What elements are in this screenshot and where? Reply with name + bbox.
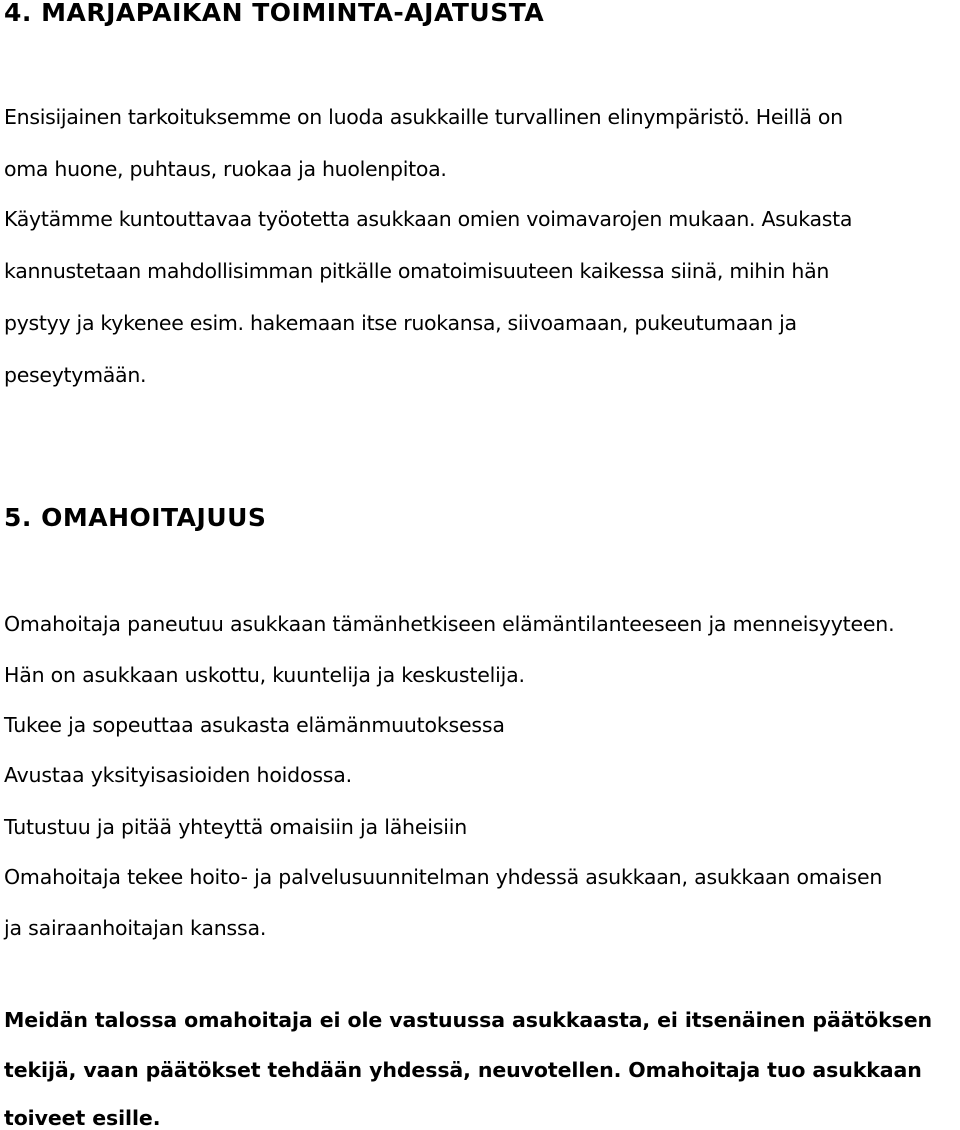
section-5-line: Avustaa yksityisasioiden hoidossa. <box>4 763 352 787</box>
section-4-line: Ensisijainen tarkoituksemme on luoda asukkaille turvallinen elinympäristö. Heillä on <box>4 105 843 129</box>
section-4-heading: 4. MARJAPAIKAN TOIMINTA-AJATUSTA <box>4 0 545 27</box>
section-4-line: oma huone, puhtaus, ruokaa ja huolenpitoa. <box>4 157 447 181</box>
section-5-heading: 5. OMAHOITAJUUS <box>4 503 267 532</box>
section-4-line: kannustetaan mahdollisimman pitkälle omatoimisuuteen kaikessa siinä, mihin hän <box>4 259 830 283</box>
section-5-line: Tutustuu ja pitää yhteyttä omaisiin ja läheisiin <box>4 815 468 839</box>
bold-note-line: toiveet esille. <box>4 1106 161 1130</box>
section-5-line: Omahoitaja paneutuu asukkaan tämänhetkiseen elämäntilanteeseen ja menneisyyteen. <box>4 612 895 636</box>
section-5-line: Omahoitaja tekee hoito- ja palvelusuunnitelman yhdessä asukkaan, asukkaan omaisen <box>4 865 883 889</box>
section-5-line: Hän on asukkaan uskottu, kuuntelija ja keskustelija. <box>4 663 525 687</box>
section-4-line: Käytämme kuntouttavaa työotetta asukkaan omien voimavarojen mukaan. Asukasta <box>4 207 853 231</box>
section-4-line: peseytymään. <box>4 363 147 387</box>
bold-note-line: tekijä, vaan päätökset tehdään yhdessä, neuvotellen. Omahoitaja tuo asukkaan <box>4 1058 922 1082</box>
section-5-line: Tukee ja sopeuttaa asukasta elämänmuutoksessa <box>4 713 505 737</box>
bold-note-line: Meidän talossa omahoitaja ei ole vastuussa asukkaasta, ei itsenäinen päätöksen <box>4 1008 933 1032</box>
section-4-line: pystyy ja kykenee esim. hakemaan itse ruokansa, siivoamaan, pukeutumaan ja <box>4 311 797 335</box>
section-5-line: ja sairaanhoitajan kanssa. <box>4 916 267 940</box>
